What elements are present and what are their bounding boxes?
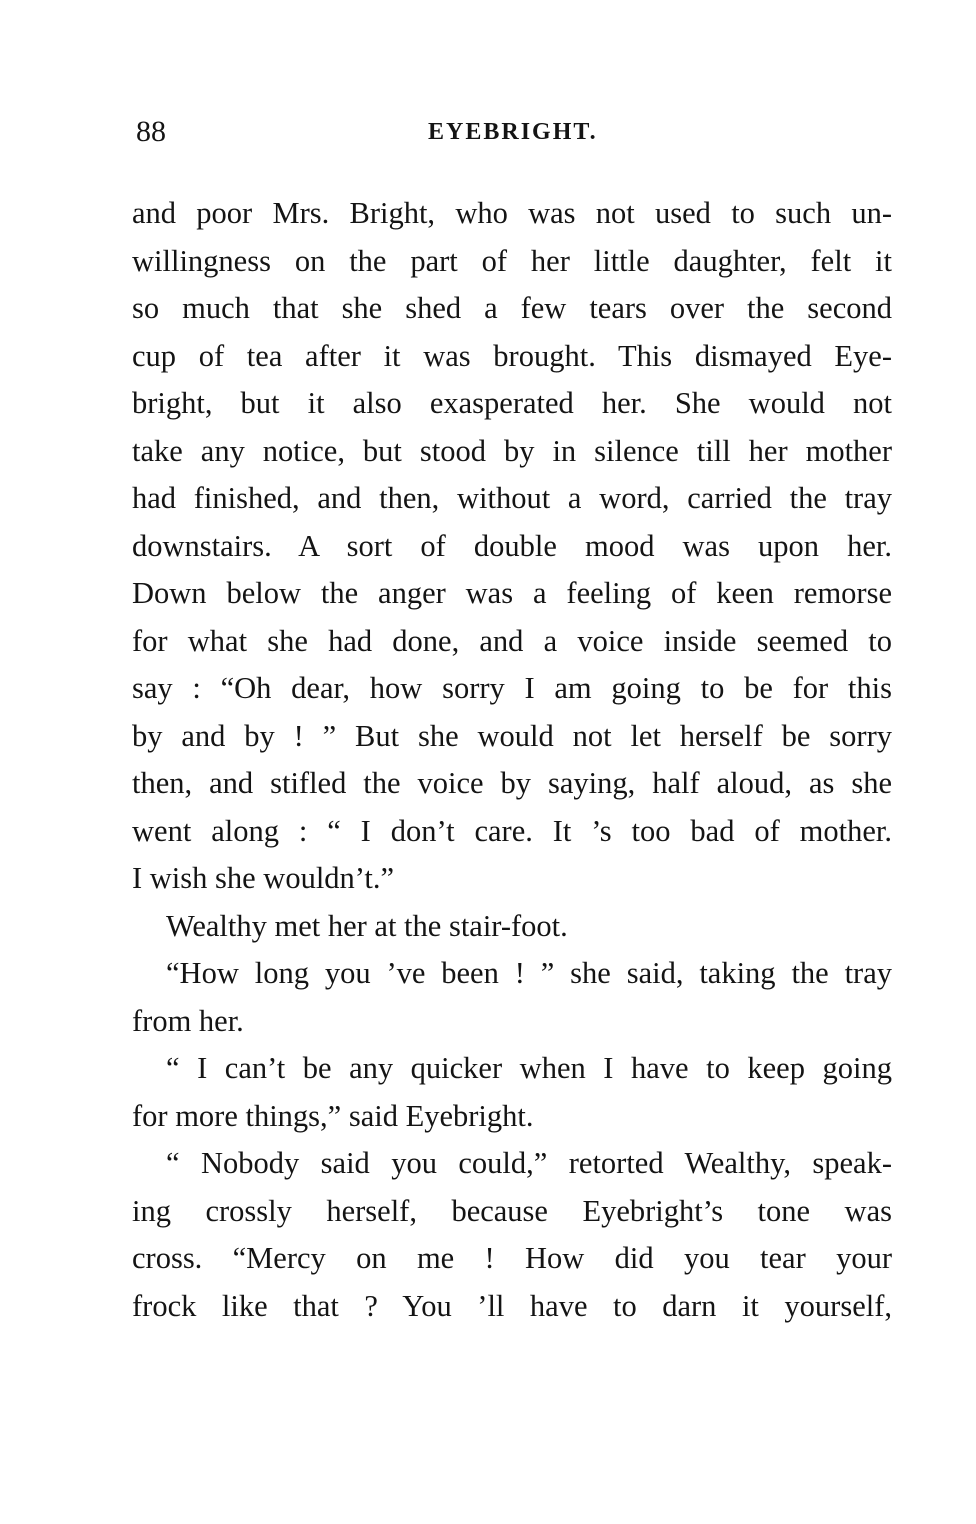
text-line: then, and stifled the voice by saying, half aloud, as she	[132, 766, 892, 800]
body-text	[132, 190, 892, 1330]
page-header	[136, 112, 892, 152]
text-line: I wish she wouldn’t.”	[132, 861, 395, 895]
text-line: from her.	[132, 1003, 244, 1038]
paragraph-start-line: “How long you ’ve been ! ” she said, taking the tray	[166, 956, 892, 990]
text-line: take any notice, but stood by in silence till her mother	[132, 433, 892, 468]
text-line: went along : “ I don’t care. It ’s too bad of mother.	[132, 813, 892, 848]
text-line: for more things,” said Eyebright.	[132, 1098, 534, 1133]
running-title: EYEBRIGHT.	[428, 119, 598, 145]
page-number: 88	[136, 115, 166, 148]
text-line: and poor Mrs. Bright, who was not used to such un-	[132, 196, 892, 230]
text-line: willingness on the part of her little daughter, felt it	[132, 243, 892, 278]
text-line: frock like that ? You ’ll have to darn it yourself,	[132, 1288, 892, 1323]
paragraph-start-line: Wealthy met her at the stair-foot.	[166, 908, 568, 943]
text-line: say : “Oh dear, how sorry I am going to be for this	[132, 671, 892, 705]
text-line: bright, but it also exasperated her. She would not	[132, 386, 892, 420]
text-line: Down below the anger was a feeling of keen remorse	[132, 576, 892, 610]
text-line: cross. “Mercy on me ! How did you tear your	[132, 1241, 892, 1275]
paragraph-start-line: “ Nobody said you could,” retorted Wealthy, speak-	[166, 1146, 892, 1180]
text-line: so much that she shed a few tears over the second	[132, 291, 892, 325]
text-line: by and by ! ” But she would not let herself be sorry	[132, 718, 892, 753]
text-line: downstairs. A sort of double mood was upon her.	[132, 528, 892, 563]
paragraph-start-line: “ I can’t be any quicker when I have to keep going	[166, 1051, 892, 1085]
text-line: ing crossly herself, because Eyebright’s tone was	[132, 1193, 892, 1228]
text-line: had finished, and then, without a word, carried the tray	[132, 481, 892, 515]
text-line: for what she had done, and a voice inside seemed to	[132, 623, 892, 658]
text-line: cup of tea after it was brought. This dismayed Eye-	[132, 338, 892, 373]
